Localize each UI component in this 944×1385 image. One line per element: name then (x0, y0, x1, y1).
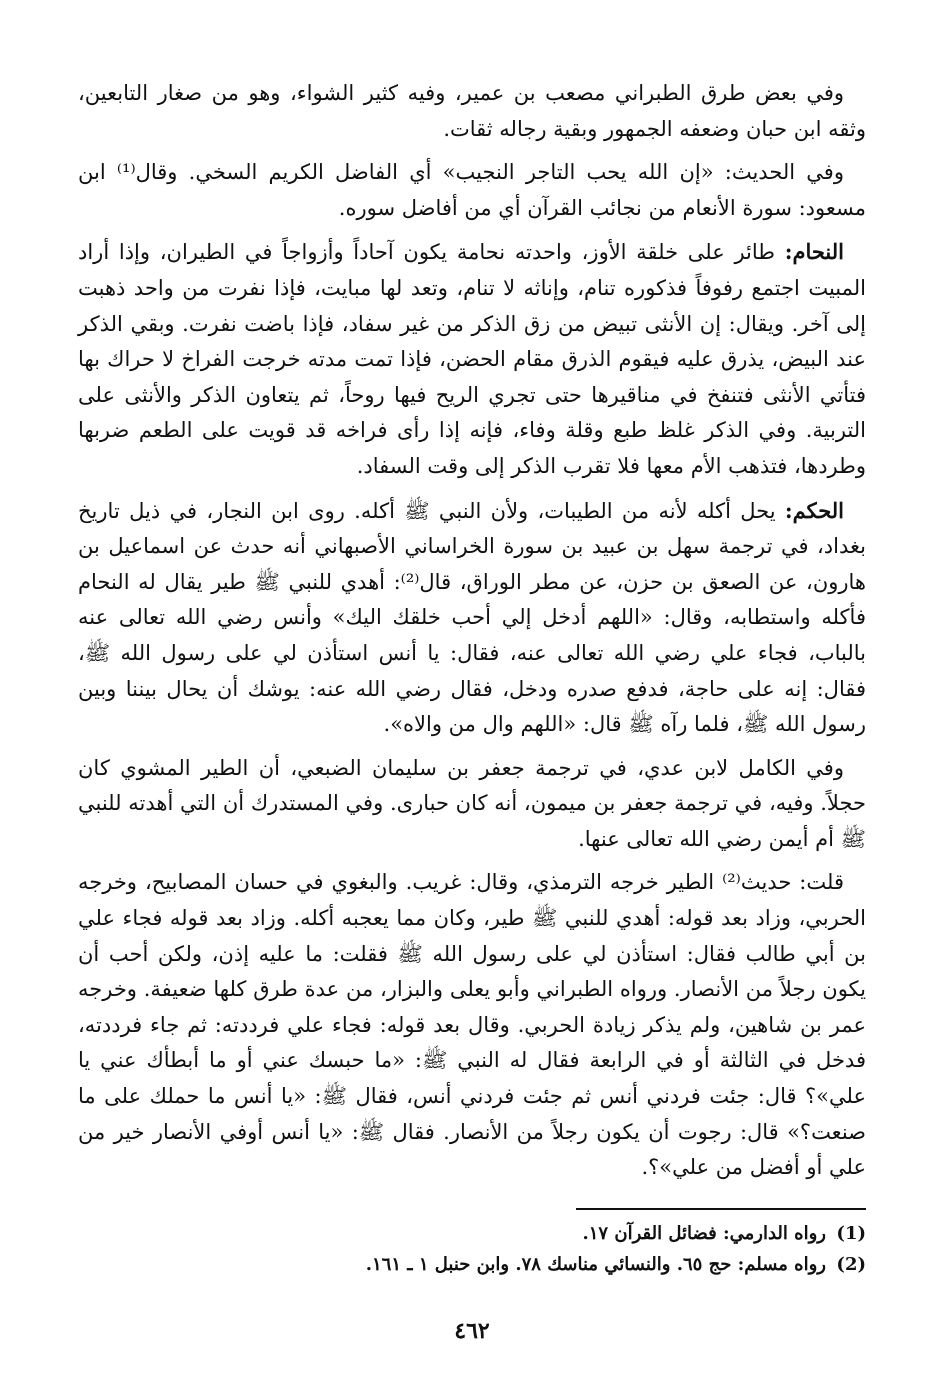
paragraph-hadith-tayr: قلت: حديث⁽²⁾ الطير خرجه الترمذي، وقال: غريب. والبغوي في حسان المصابيح، وخرجه الحربي، وزاد بعد قوله: أهدي للنبي ﷺ طير، وكان مما يعجبه أكله. وزاد بعد قوله فجاء علي بن أبي طالب فقال: استأذن لي على رسول الله ﷺ فقلت: ما عليه إذن، ولكن أحب أن يكون رجلاً من الأنصار. ورواه الطبراني وأبو يعلى والبزار، من عدة طرق كلها ضعيفة. وخرجه عمر بن شاهين، ولم يذكر زيادة الحربي. وقال بعد قوله: فجاء علي فرددته: ثم جاء فرددته، فدخل في الثالثة أو في الرابعة فقال له النبي ﷺ: «ما حبسك عني أو ما أبطأك عني يا علي»؟ قال: جئت فردني أنس ثم جئت فردني أنس، فقال ﷺ: «يا أنس ما حملك على ما صنعت؟» قال: رجوت أن يكون رجلاً من الأنصار. فقال ﷺ: «يا أنس أوفي الأنصار خير من علي أو أفضل من علي»؟. (78, 870, 866, 1180)
paragraph-kamil: وفي الكامل لابن عدي، في ترجمة جعفر بن سليمان الضبعي، أن الطير المشوي كان حجلاً. وفيه، في ترجمة جعفر بن ميمون، أنه كان حبارى. وفي المستدرك أن التي أهدته للنبي ﷺ أم أيمن رضي الله تعالى عنها. (78, 755, 866, 851)
paragraph-tabarani: وفي بعض طرق الطبراني مصعب بن عمير، وفيه كثير الشواء، وهو من صغار التابعين، وثقه ابن حبان وضعفه الجمهور وبقية رجاله ثقات. (78, 81, 866, 141)
paragraph-nahham-description (78, 234, 866, 484)
term-ruling: الحكم: (784, 497, 844, 523)
ruling-text: يحل أكله لأنه من الطيبات، ولأن النبي ﷺ أكله. روى ابن النجار، في ذيل تاريخ بغداد، في ترجمة سهل بن عبيد بن سورة الخراساني الأصبهاني أنه حدث عن اسماعيل بن هارون، عن الصعق بن حزن، عن مطر الوراق، قال⁽²⁾: أهدي للنبي ﷺ طير يقال له النحام فأكله واستطابه، وقال: «اللهم أدخل إلي أحب خلقك اليك» وأنس رضي الله تعالى عنه بالباب، فجاء علي رضي الله تعالى عنه، فقال: يا أنس استأذن لي على رسول الله ﷺ، فقال: إنه على حاجة، فدفع صدره ودخل، فقال رضي الله عنه: يوشك أن يحال بيننا وبين رسول الله ﷺ، فلما رآه ﷺ قال: «اللهم وال من والاه». (78, 498, 867, 737)
footnote-text: رواه مسلم: حج ٦٥. والنسائي مناسك ٧٨. وابن حنبل ١ ـ ١٦١. (365, 1254, 826, 1275)
footnote-item (78, 1249, 866, 1280)
page-number: ٤٦٢ (454, 1318, 490, 1344)
footnote-text: رواه الدارمي: فضائل القرآن ١٧. (582, 1223, 826, 1244)
main-text (78, 76, 866, 1194)
term-nahham: النحام: (784, 239, 844, 265)
footnote-number: (2) (836, 1254, 866, 1275)
footnote-item (78, 1218, 866, 1249)
footnotes (78, 1218, 866, 1280)
paragraph-ruling (78, 493, 866, 743)
nahham-text: طائر على خلقة الأوز، واحدته نحامة يكون آحاداً وأزواجاً في الطيران، وإذا أراد المبيت اجتمع رفوفاً فذكوره تنام، وإناثه لا تنام، وتعد لها مبايت، فإذا نفرت من واحد ذهبت إلى آخر. ويقال: إن الأنثى تبيض من زق الذكر من غير سفاد، فإذا باضت نفرت. وبقي الذكر عند البيض، يذرق عليه فيقوم الذرق مقام الحضن، فإذا تمت مدته خرجت الفراخ لا حراك بها فتأتي الأنثى فتنفخ في مناقيرها حتى تجري الريح فيها روحاً، ثم يتعاون الذكر والأنثى على التربية. وفي الذكر غلظ طبع وقلة وفاء، فإنه إذا رأى فراخه قد قويت على الطعم ضربها وطردها، فتذهب الأم معها فلا تقرب الذكر إلى وقت السفاد. (78, 240, 866, 478)
footnote-divider (576, 1208, 866, 1210)
paragraph-hadith-najib: وفي الحديث: «إن الله يحب التاجر النجيب» أي الفاضل الكريم السخي. وقال⁽¹⁾ ابن مسعود: سورة الأنعام من نجائب القرآن أي من أفاضل سوره. (78, 160, 866, 220)
footnote-number: (1) (836, 1223, 866, 1244)
